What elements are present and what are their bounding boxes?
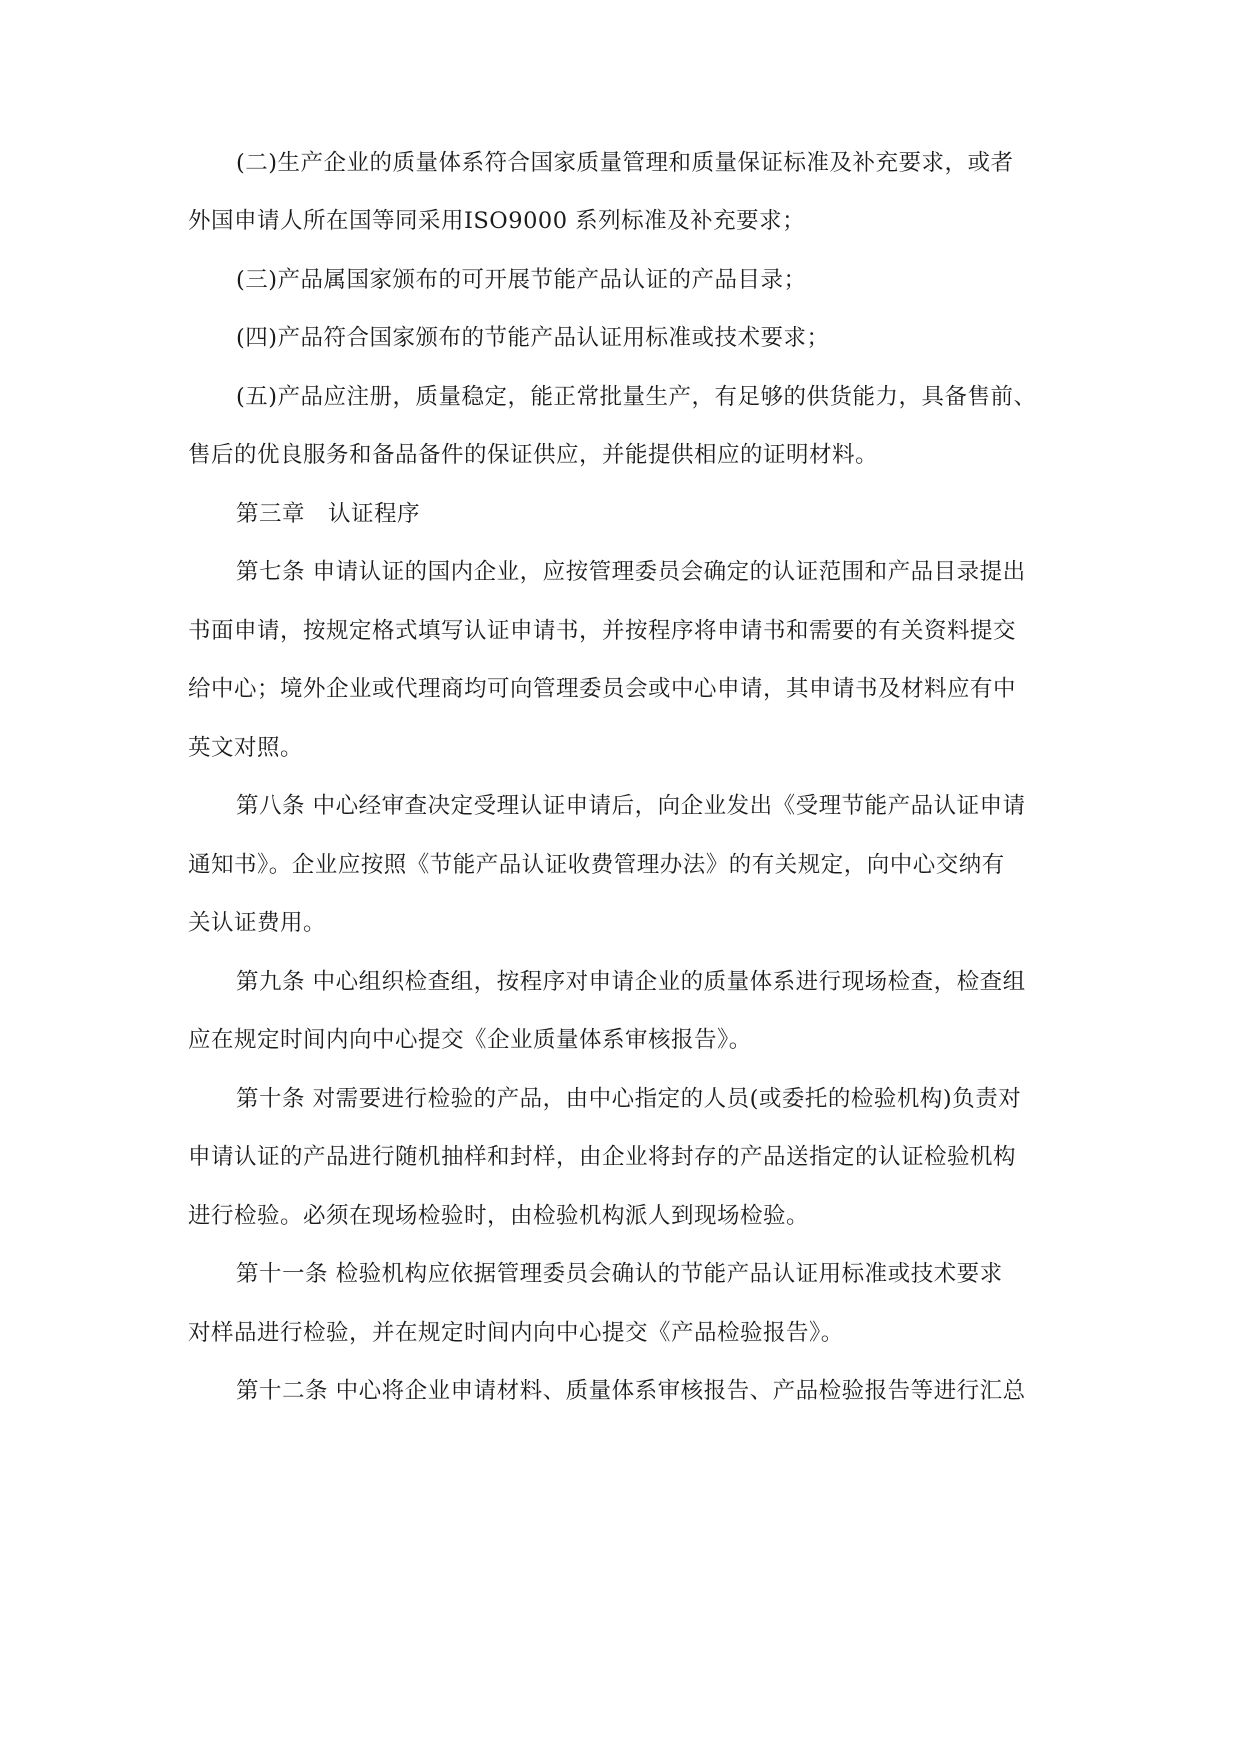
- text-line-11: 英文对照。: [188, 735, 304, 761]
- text-line-14: 关认证费用。: [188, 910, 327, 936]
- text-line-15: 第九条 中心组织检查组，按程序对申请企业的质量体系进行现场检查，检查组: [236, 969, 1026, 995]
- chapter-heading: 第三章 认证程序: [236, 501, 421, 527]
- text-line-4: (四)产品符合国家颁布的节能产品认证用标准或技术要求；: [236, 325, 830, 351]
- text-line-3: (三)产品属国家颁布的可开展节能产品认证的产品目录；: [236, 267, 807, 293]
- text-line-21: 对样品进行检验，并在规定时间内向中心提交《产品检验报告》。: [188, 1320, 844, 1346]
- text-line-16: 应在规定时间内向中心提交《企业质量体系审核报告》。: [188, 1027, 752, 1053]
- text-line-19: 进行检验。必须在现场检验时，由检验机构派人到现场检验。: [188, 1203, 810, 1229]
- text-line-1: (二)生产企业的质量体系符合国家质量管理和质量保证标准及补充要求，或者: [236, 150, 1014, 176]
- text-line-8: 第七条 申请认证的国内企业，应按管理委员会确定的认证范围和产品目录提出: [236, 559, 1026, 585]
- text-line-2: 外国申请人所在国等同采用ISO9000 系列标准及补充要求；: [188, 208, 806, 234]
- text-line-20: 第十一条 检验机构应依据管理委员会确认的节能产品认证用标准或技术要求: [236, 1261, 1003, 1287]
- text-line-12: 第八条 中心经审查决定受理认证申请后，向企业发出《受理节能产品认证申请: [236, 793, 1026, 819]
- text-line-18: 申请认证的产品进行随机抽样和封样，由企业将封存的产品送指定的认证检验机构: [188, 1144, 1017, 1170]
- text-line-10: 给中心；境外企业或代理商均可向管理委员会或中心申请，其申请书及材料应有中: [188, 676, 1017, 702]
- text-line-13: 通知书》。企业应按照《节能产品认证收费管理办法》的有关规定，向中心交纳有: [188, 852, 1005, 878]
- text-line-5: (五)产品应注册，质量稳定，能正常批量生产，有足够的供货能力，具备售前、: [236, 384, 1037, 410]
- text-line-22: 第十二条 中心将企业申请材料、质量体系审核报告、产品检验报告等进行汇总: [236, 1378, 1026, 1404]
- text-line-17: 第十条 对需要进行检验的产品，由中心指定的人员(或委托的检验机构)负责对: [236, 1086, 1022, 1112]
- text-line-6: 售后的优良服务和备品备件的保证供应，并能提供相应的证明材料。: [188, 442, 879, 468]
- text-line-9: 书面申请，按规定格式填写认证申请书，并按程序将申请书和需要的有关资料提交: [188, 618, 1017, 644]
